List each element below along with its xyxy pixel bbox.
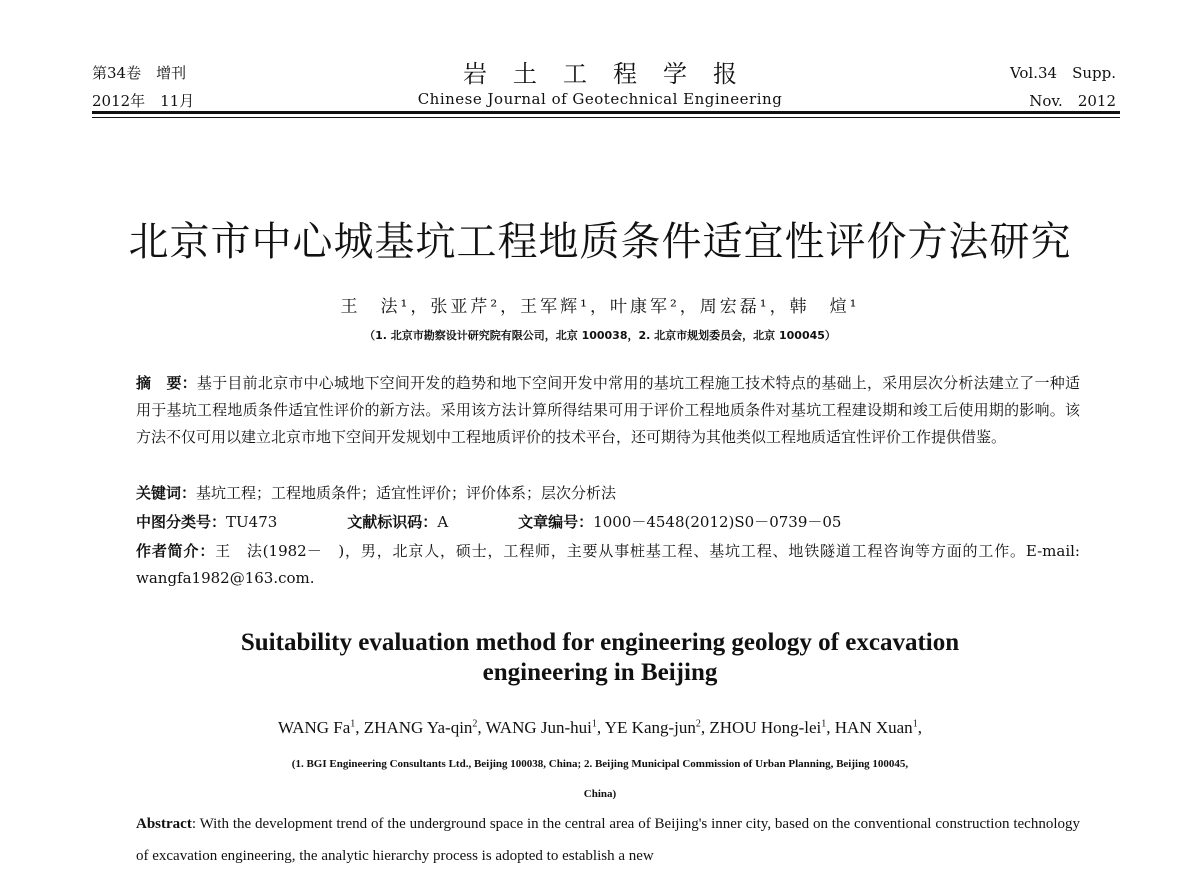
- abstract-en-label: Abstract: [136, 816, 192, 832]
- author-separator: ,: [917, 718, 922, 737]
- author-en: [364, 718, 478, 737]
- abstract-cn-text: 基于目前北京市中心城地下空间开发的趋势和地下空间开发中常用的基坑工程施工技术特点的基础上，采用层次分析法建立了一种适用于基坑工程地质条件适宜性评价的新方法。采用该方法计算所得结果可用于评价工程地质条件对基坑工程建设期和竣工后使用期的影响。该方法不仅可用以建立北京市地下空间开发规划中工程地质评价的技术平台，还可期待为其他类似工程地质适宜性评价工作提供借鉴。: [136, 374, 1080, 446]
- author-en: [835, 718, 918, 737]
- author-en-name: HAN Xuan: [834, 718, 913, 737]
- bio-text: 王 法(1982－ )，男，北京人，硕士，工程师，主要从事桩基工程、基坑工程、地铁隧道工程咨询等方面的工作。E-mail: wangfa1982@163.com.: [136, 542, 1080, 587]
- author-separator: ,: [355, 718, 364, 737]
- author-en-name: ZHANG Ya-qin: [363, 718, 473, 737]
- keywords-cn-text: 基坑工程；工程地质条件；适宜性评价；评价体系；层次分析法: [196, 484, 617, 502]
- keywords-cn: [136, 480, 1080, 507]
- author-en-affil-mark: 1: [591, 718, 597, 730]
- author-en-affil-mark: 2: [472, 718, 478, 730]
- volume-en: Vol.34 Supp.: [1009, 64, 1116, 82]
- abstract-cn: [136, 370, 1080, 451]
- affiliation-cn: （1. 北京市勘察设计研究院有限公司，北京 100038，2. 北京市规划委员会，北京 100045）: [364, 329, 836, 342]
- doc-code-label: 文献标识码：: [347, 513, 438, 531]
- author-separator: ,: [596, 718, 605, 737]
- author-en-name: YE Kang-jun: [604, 718, 696, 737]
- author-en-name: WANG Fa: [278, 718, 351, 737]
- article-no-label: 文章编号：: [518, 513, 594, 531]
- author-en-affil-mark: 1: [912, 718, 918, 730]
- author-en-affil-mark: 2: [695, 718, 701, 730]
- paper-title-en-line1: Suitability evaluation method for engineering geology of excavation: [240, 629, 960, 656]
- author-separator: ,: [826, 718, 835, 737]
- paper-title-cn: 北京市中心城基坑工程地质条件适宜性评价方法研究: [128, 219, 1072, 265]
- author-en: [605, 718, 701, 737]
- paper-title-en: [0, 628, 1200, 688]
- doc-code-value: A: [437, 513, 449, 531]
- abstract-en-text: : With the development trend of the underground space in the central area of Beijing's inner city, based on the conventional construction technology of excavation engineering, the analytic hierarchy process is adopted to establish a new: [136, 816, 1080, 864]
- author-bio-cn: [136, 538, 1080, 592]
- classification-line: [136, 509, 1080, 536]
- journal-title-cn: 岩土工程学报: [463, 60, 763, 88]
- author-en-affil-mark: 1: [821, 718, 827, 730]
- author-en-affil-mark: 1: [350, 718, 356, 730]
- clc-label: 中图分类号：: [136, 513, 227, 531]
- date-cn: 2012年 11月: [92, 92, 195, 110]
- author-en: [486, 718, 597, 737]
- header-rule-thin: [92, 117, 1120, 118]
- author-en: [709, 718, 826, 737]
- author-en-name: WANG Jun-hui: [485, 718, 592, 737]
- journal-title-en: Chinese Journal of Geotechnical Engineering: [417, 90, 783, 108]
- volume-cn: 第34卷 增刊: [92, 64, 187, 82]
- article-no-value: 1000－4548(2012)S0－0739－05: [593, 513, 842, 531]
- abstract-en: [136, 808, 1080, 872]
- bio-label: 作者简介：: [136, 542, 216, 560]
- authors-cn: 王 法¹，张亚芹²，王军辉¹，叶康军²，周宏磊¹，韩 煊¹: [340, 297, 860, 317]
- keywords-cn-label: 关键词：: [136, 484, 197, 502]
- author-separator: ,: [477, 718, 486, 737]
- author-en: [278, 718, 355, 737]
- affiliation-en: [0, 749, 1200, 809]
- affiliation-en-line2: China): [583, 788, 617, 800]
- author-en-name: ZHOU Hong-lei: [709, 718, 822, 737]
- authors-en: [0, 718, 1200, 738]
- abstract-cn-label: 摘 要：: [136, 374, 197, 392]
- header-rule-thick: [92, 111, 1120, 114]
- date-en: Nov. 2012: [1029, 92, 1116, 110]
- affiliation-en-line1: (1. BGI Engineering Consultants Ltd., Beijing 100038, China; 2. Beijing Municipal Commission of Urban Planning, Beijing 100045,: [291, 758, 909, 770]
- clc-value: TU473: [226, 513, 278, 531]
- paper-title-en-line2: engineering in Beijing: [482, 659, 718, 686]
- author-separator: ,: [700, 718, 710, 737]
